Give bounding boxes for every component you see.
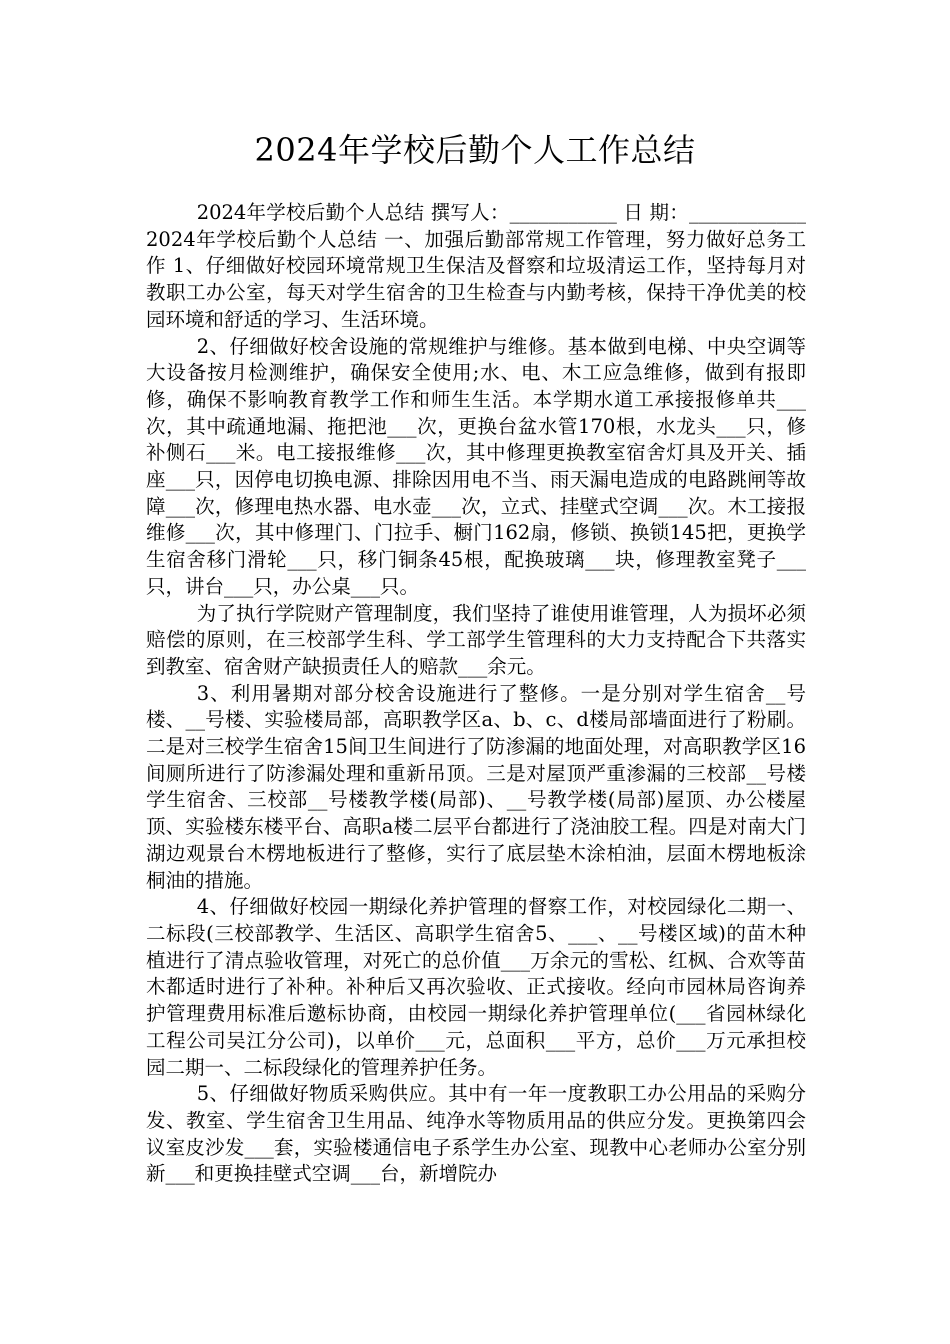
paragraph-greening: 4、仔细做好校园一期绿化养护管理的督察工作，对校园绿化二期一、二标段(三校部教学、生活区、高职学生宿舍5、___、__号楼区域)的苗木种植进行了清点验收管理，对死亡的总价值___万余元的雪松、红枫、合欢等苗木都适时进行了补种。补种后又再次验收、正式接收。经向市园林局咨询养护管理费用标准后邀标协商，由校园一期绿化养护管理单位(___省园林绿化工程公司吴江分公司)，以单价___元，总面积___平方，总价___万元承担校园二期一、二标段绿化的管理养护任务。 (146, 895, 806, 1079)
paragraph-property-management: 为了执行学院财产管理制度，我们坚持了谁使用谁管理，人为损坏必须赔偿的原则，在三校部学生科、学工部学生管理科的大力支持配合下共落实到教室、宿舍财产缺损责任人的赔款___余元。 (146, 601, 806, 678)
paragraph-procurement: 5、仔细做好物质采购供应。其中有一年一度教职工办公用品的采购分发、教室、学生宿舍卫生用品、纯净水等物质用品的供应分发。更换第四会议室皮沙发___套，实验楼通信电子系学生办公室、现教中心老师办公室分别新___和更换挂壁式空调___台，新增院办 (146, 1082, 806, 1186)
paragraph-maintenance: 2、仔细做好校舍设施的常规维护与维修。基本做到电梯、中央空调等大设备按月检测维护，确保安全使用;水、电、木工应急维修，做到有报即修，确保不影响教育教学工作和师生生活。本学期水道工承接报修单共___次，其中疏通地漏、拖把池___次，更换台盆水管170根，水龙头___只，修补侧石___米。电工接报维修___次，其中修理更换教室宿舍灯具及开关、插座___只，因停电切换电源、排除因用电不当、雨天漏电造成的电路跳闸等故障___次，修理电热水器、电水壶___次，立式、挂壁式空调___次。木工接报维修___次，其中修理门、门拉手、橱门162扇，修锁、换锁145把，更换学生宿舍移门滑轮___只，移门铜条45根，配换玻璃___块，修理教室凳子___只，讲台___只，办公桌___只。 (146, 334, 806, 598)
paragraph-intro: 2024年学校后勤个人总结 撰写人：___________ 日 期：____________ 2024年学校后勤个人总结 一、加强后勤部常规工作管理，努力做好总务工作 1、仔细做好校园环境常规卫生保洁及督察和垃圾清运工作，坚持每月对教职工办公室，每天对学生宿舍的卫生检查与内勤考核，保持干净优美的校园环境和舒适的学习、生活环境。 (146, 201, 806, 331)
document-title: 2024年学校后勤个人工作总结 (254, 131, 696, 169)
document-body (146, 200, 806, 1188)
paragraph-summer-renovation: 3、利用暑期对部分校舍设施进行了整修。一是分别对学生宿舍__号楼、__号楼、实验楼局部，高职教学区a、b、c、d楼局部墙面进行了粉刷。二是对三校学生宿舍15间卫生间进行了防渗漏的地面处理，对高职教学区16间厕所进行了防渗漏处理和重新吊顶。三是对屋顶严重渗漏的三校部__号楼学生宿舍、三校部__号楼教学楼(局部)、__号教学楼(局部)屋顶、办公楼屋顶、实验楼东楼平台、高职a楼二层平台都进行了浇油胶工程。四是对南大门湖边观景台木楞地板进行了整修，实行了底层垫木涂柏油，层面木楞地板涂桐油的措施。 (146, 681, 806, 892)
